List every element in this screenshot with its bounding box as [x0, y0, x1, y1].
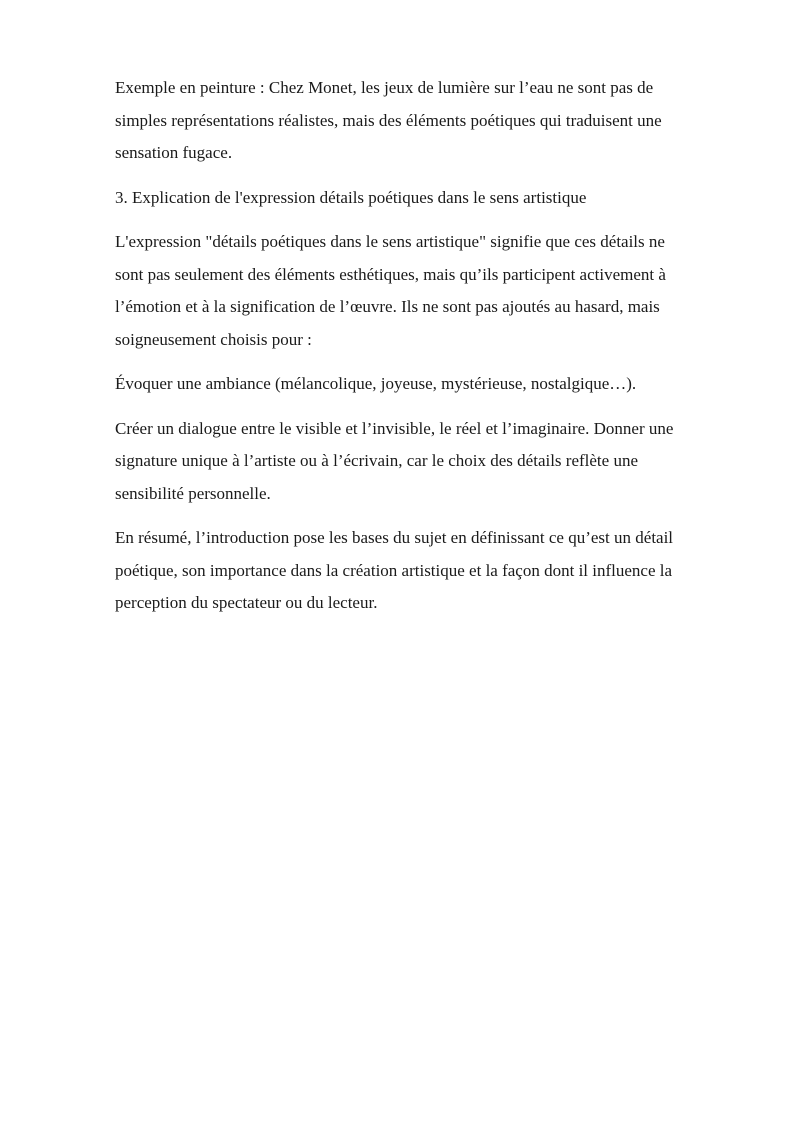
- text-line: soigneusement choisis pour :: [115, 329, 312, 349]
- document-page: [115, 72, 740, 632]
- text-line: Exemple en peinture : Chez Monet, les jeux de lumière sur l’eau ne sont pas de: [115, 78, 654, 97]
- text-line: poétique, son importance dans la création artistique et la façon dont il influence la: [115, 560, 673, 580]
- text-line: l’émotion et à la signification de l’œuvre. Ils ne sont pas ajoutés au hasard, mais: [115, 297, 660, 316]
- text-line: En résumé, l’introduction pose les bases du sujet en définissant ce qu’est un détail: [115, 528, 674, 547]
- text-line: signature unique à l’artiste ou à l’écrivain, car le choix des détails reflète une: [115, 451, 638, 470]
- text-line: 3. Explication de l'expression détails poétiques dans le sens artistique: [115, 187, 587, 207]
- paragraph-dialogue: [115, 413, 740, 511]
- paragraph-monet-example: [115, 72, 740, 170]
- text-line: Créer un dialogue entre le visible et l’invisible, le réel et l’imaginaire. Donner une: [115, 418, 674, 438]
- paragraph-expression-definition: [115, 226, 740, 356]
- text-line: sensibilité personnelle.: [115, 483, 271, 503]
- text-line: Évoquer une ambiance (mélancolique, joyeuse, mystérieuse, nostalgique…).: [115, 374, 637, 393]
- paragraph-ambiance: [115, 368, 740, 401]
- text-line: sensation fugace.: [115, 143, 233, 162]
- section-heading: [115, 182, 740, 215]
- text-line: sont pas seulement des éléments esthétiques, mais qu’ils participent activement à: [115, 264, 666, 284]
- text-line: L'expression "détails poétiques dans le sens artistique" signifie que ces détails ne: [115, 232, 665, 251]
- paragraph-summary: [115, 522, 740, 620]
- text-line: simples représentations réalistes, mais des éléments poétiques qui traduisent une: [115, 110, 662, 130]
- text-line: perception du spectateur ou du lecteur.: [115, 593, 378, 612]
